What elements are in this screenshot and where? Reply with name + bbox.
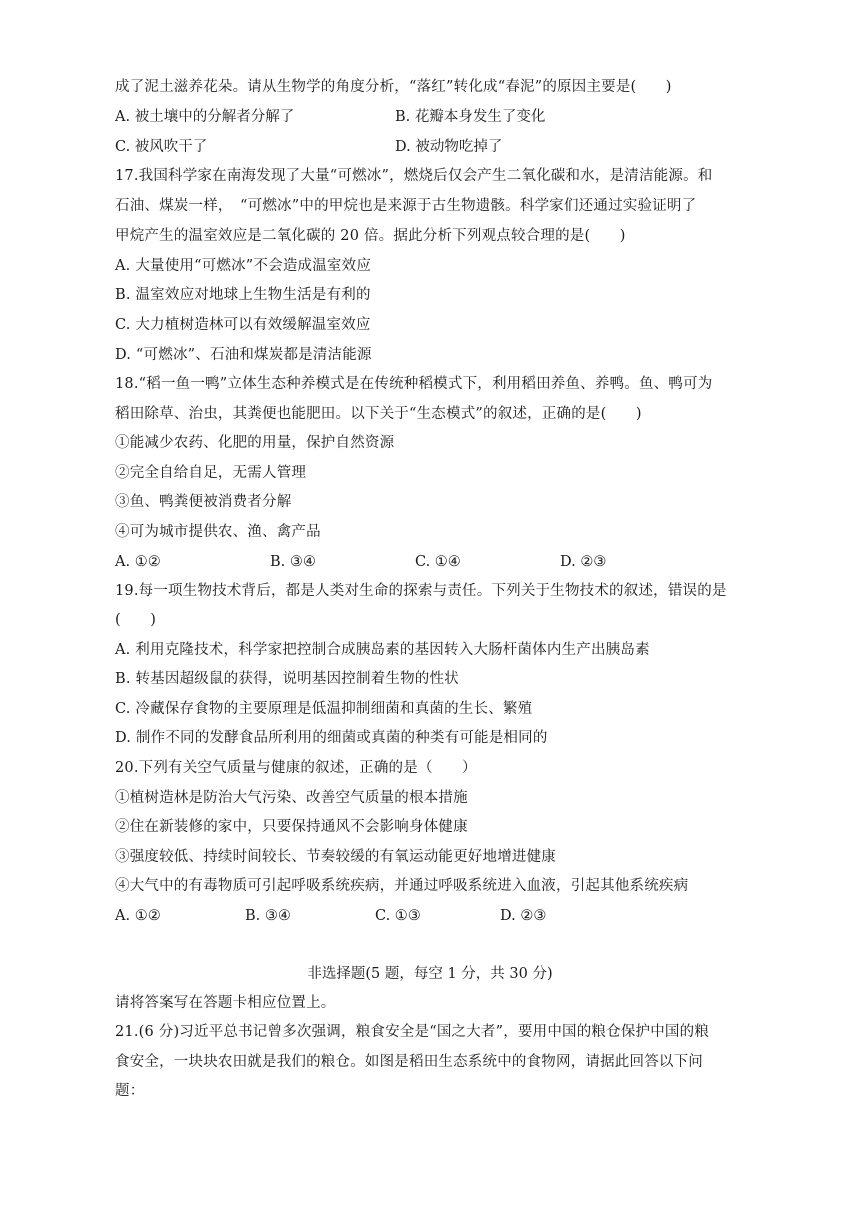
q19-option-a: A. 利用克隆技术，科学家把控制合成胰岛素的基因转入大肠杆菌体内生产出胰岛素 — [115, 642, 650, 658]
section-instruction: 请将答案写在答题卡相应位置上。 — [115, 995, 336, 1011]
q18-option-c: C. ①④ — [415, 554, 461, 570]
q20-option-a: A. ①② — [115, 908, 161, 924]
q18-option-a: A. ①② — [115, 554, 161, 570]
q19-stem-line-1: 19.每一项生物技术背后，都是人类对生命的探索与责任。下列关于生物技术的叙述，错误的是 — [115, 583, 727, 599]
q18-statement-1: ①能减少农药、化肥的用量，保护自然资源 — [115, 435, 395, 451]
q17-option-b: B. 温室效应对地球上生物生活是有利的 — [115, 287, 371, 303]
q20-stem-line-1: 20.下列有关空气质量与健康的叙述，正确的是（ ） — [115, 760, 477, 776]
q16-option-c: C. 被风吹干了 — [115, 139, 208, 155]
q18-option-b: B. ③④ — [270, 554, 316, 570]
q20-statement-1: ①植树造林是防治大气污染、改善空气质量的根本措施 — [115, 790, 468, 806]
q20-option-c: C. ①③ — [375, 908, 421, 924]
q16-stem-line-1: 成了泥土滋养花朵。请从生物学的角度分析，“落红”转化成“春泥”的原因主要是( ) — [115, 79, 672, 95]
q20-option-b: B. ③④ — [245, 908, 291, 924]
q20-statement-3: ③强度较低、持续时间较长、节奏较缓的有氧运动能更好地增进健康 — [115, 849, 556, 865]
q18-statement-3: ③鱼、鸭粪便被消费者分解 — [115, 494, 292, 510]
q18-option-d: D. ②③ — [560, 554, 607, 570]
q17-stem-line-1: 17.我国科学家在南海发现了大量“可燃冰”，燃烧后仅会产生二氧化碳和水，是清洁能源。和 — [115, 168, 713, 184]
q17-option-c: C. 大力植树造林可以有效缓解温室效应 — [115, 317, 371, 333]
q19-option-d: D. 制作不同的发酵食品所利用的细菌或真菌的种类有可能是相同的 — [115, 730, 548, 746]
q19-option-b: B. 转基因超级鼠的获得，说明基因控制着生物的性状 — [115, 671, 459, 687]
q19-option-c: C. 冷藏保存食物的主要原理是低温抑制细菌和真菌的生长、繁殖 — [115, 701, 533, 717]
q17-option-a: A. 大量使用“可燃冰”不会造成温室效应 — [115, 258, 372, 274]
q21-stem-line-2: 食安全，一块块农田就是我们的粮仓。如图是稻田生态系统中的食物网，请据此回答以下问 — [115, 1054, 703, 1070]
q20-statement-4: ④大气中的有毒物质可引起呼吸系统疾病，并通过呼吸系统进入血液，引起其他系统疾病 — [115, 878, 689, 894]
q21-stem-line-1: 21.(6 分)习近平总书记曾多次强调，粮食安全是“国之大者”，要用中国的粮仓保护中国的粮 — [115, 1024, 710, 1040]
q20-statement-2: ②住在新装修的家中，只要保持通风不会影响身体健康 — [115, 819, 468, 835]
q17-stem-line-3: 甲烷产生的温室效应是二氧化碳的 20 倍。据此分析下列观点较合理的是( ) — [115, 228, 626, 244]
q17-stem-line-2: 石油、煤炭一样， “可燃冰”中的甲烷也是来源于古生物遗骸。科学家们还通过实验证明了 — [115, 198, 697, 214]
q19-stem-line-2: ( ) — [115, 612, 157, 628]
q16-option-b: B. 花瓣本身发生了变化 — [395, 109, 546, 125]
q18-stem-line-1: 18.“稻一鱼一鸭”立体生态种养模式是在传统种稻模式下，利用稻田养鱼、养鸭。鱼、鸭可为 — [115, 376, 713, 392]
q20-option-d: D. ②③ — [500, 908, 547, 924]
q16-option-a: A. 被土壤中的分解者分解了 — [115, 109, 295, 125]
q18-statement-2: ②完全自给自足，无需人管理 — [115, 465, 307, 481]
q18-statement-4: ④可为城市提供农、渔、禽产品 — [115, 524, 321, 540]
section-title: 非选择题(5 题，每空 1 分，共 30 分) — [307, 966, 553, 982]
q21-stem-line-3: 题： — [115, 1083, 145, 1099]
q17-option-d: D. “可燃冰”、石油和煤炭都是清洁能源 — [115, 347, 372, 363]
q16-option-d: D. 被动物吃掉了 — [395, 139, 503, 155]
q18-stem-line-2: 稻田除草、治虫，其粪便也能肥田。以下关于“生态模式”的叙述，正确的是( ) — [115, 406, 642, 422]
